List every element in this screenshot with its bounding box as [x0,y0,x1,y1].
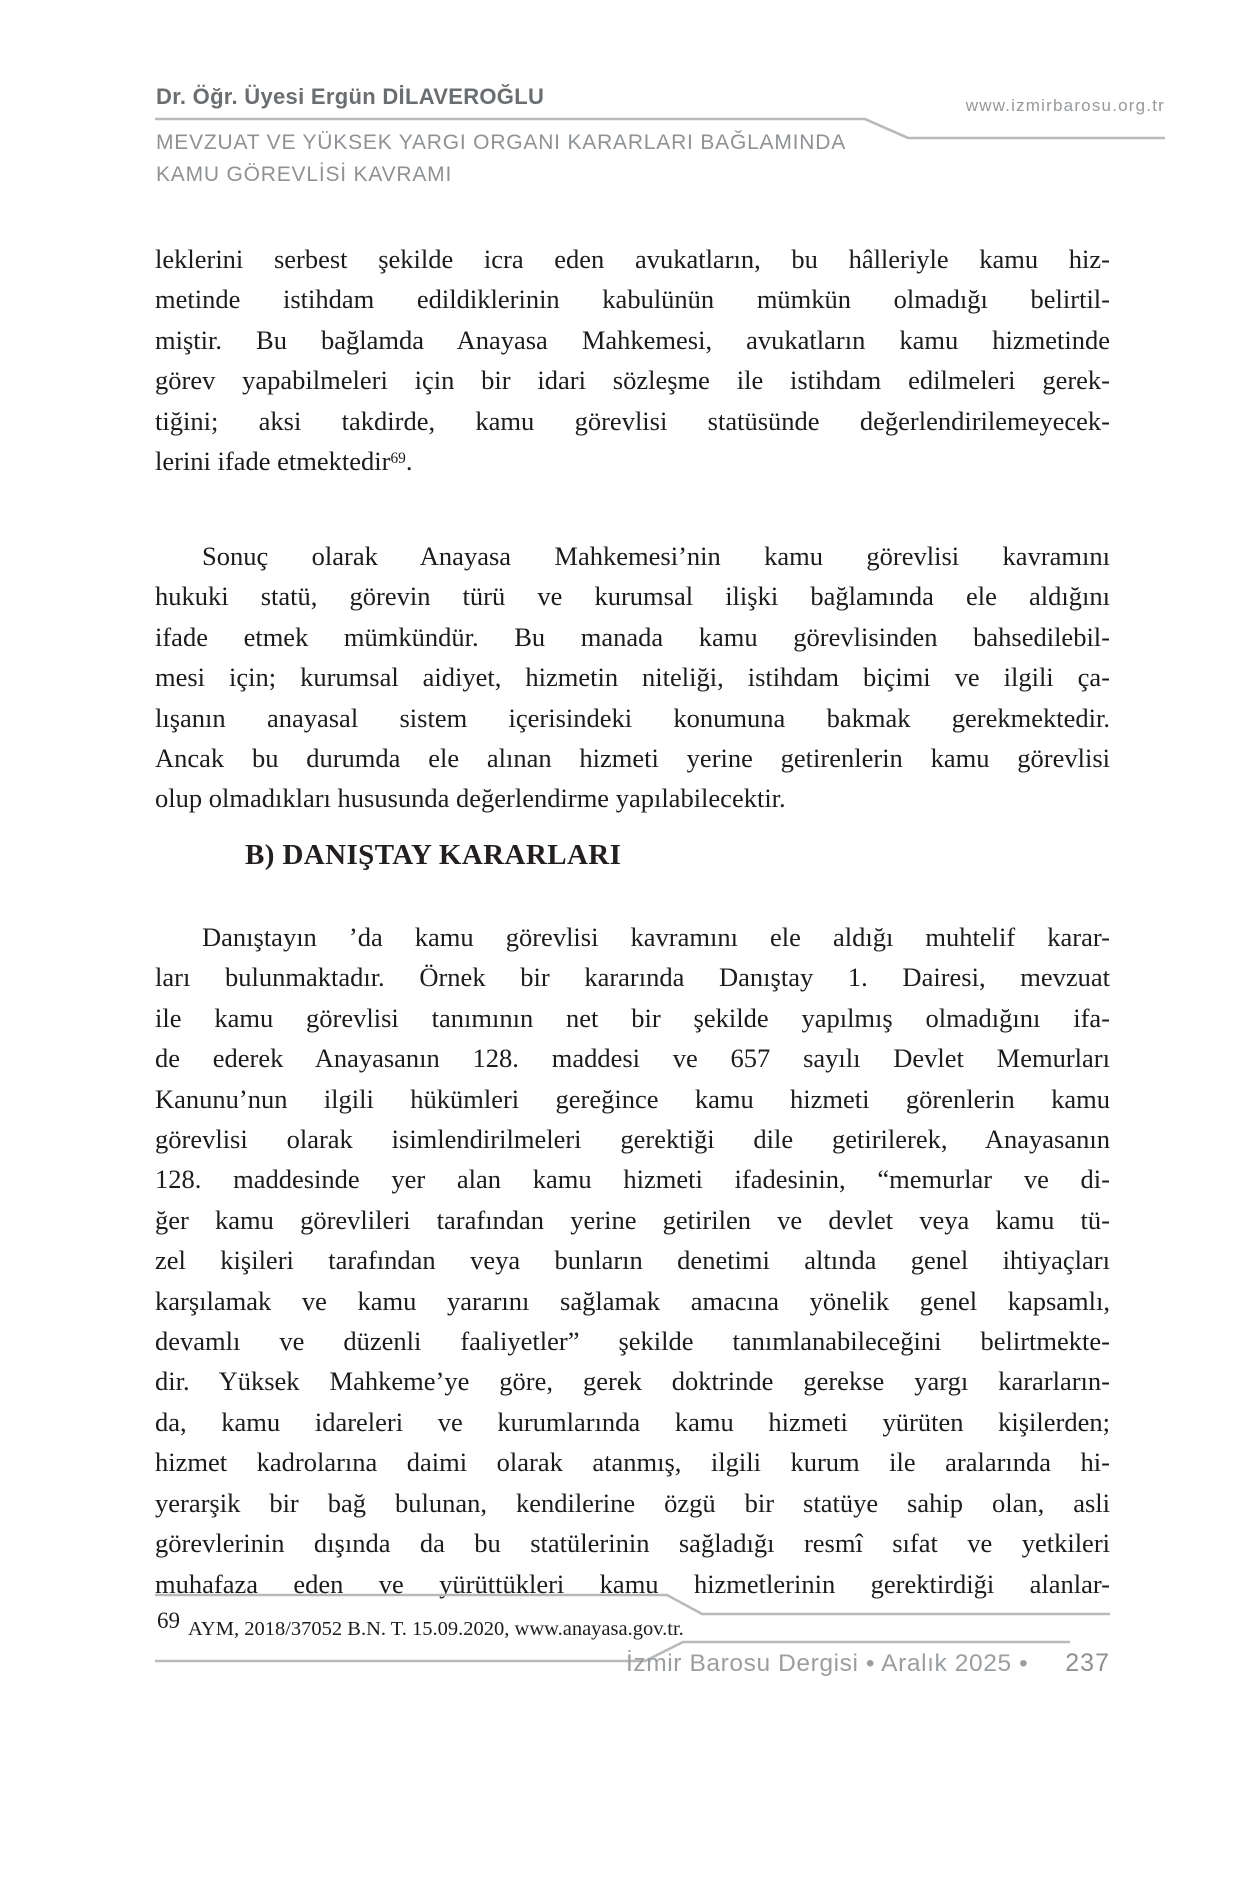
text-line: ifade etmek mümkündür. Bu manada kamu görevlisinden bahsedilebil- [155,621,1110,652]
text-line: Sonuç olarak Anayasa Mahkemesi’nin kamu görevlisi kavramını [202,541,1110,571]
text-line: hizmet kadrolarına daimi olarak atanmış, ilgili kurum ile aralarında hi- [155,1447,1110,1478]
journal-name: İzmir Barosu Dergisi • Aralık 2025 • [625,1650,1029,1677]
text-line: görevlerinin dışında da bu statülerinin sağladığı resmî sıfat ve yetkileri [155,1528,1110,1559]
article-title-line2: KAMU GÖREVLİSİ KAVRAMI [156,163,453,186]
page-footer [626,1649,1110,1678]
website-url: www.izmirbarosu.org.tr [965,96,1165,115]
text-line: Danıştayın ’da kamu görevlisi kavramını ele aldığı muhtelif karar- [202,922,1110,952]
text-line: ile kamu görevlisi tanımının net bir şekilde yapılmış olmadığını ifa- [155,1002,1110,1033]
paragraph-3 [155,917,1110,1604]
text-line: leklerini serbest şekilde icra eden avukatların, bu hâlleriyle kamu hiz- [155,244,1110,274]
page-number: 237 [1065,1649,1110,1677]
text-line: muhafaza eden ve yürüttükleri kamu hizmetlerinin gerektirdiği alanlar- [155,1568,1110,1599]
section-heading: B) DANIŞTAY KARARLARI [245,839,622,871]
text-line: miştir. Bu bağlamda Anayasa Mahkemesi, avukatların kamu hizmetinde [155,324,1110,355]
text-line: karşılamak ve kamu yararını sağlamak amacına yönelik genel kapsamlı, [155,1285,1110,1316]
text-line: Kanunu’nun ilgili hükümleri gereğince kamu hizmeti görenlerin kamu [155,1083,1110,1114]
text-line: lerini ifade etmektedir$^{69}$. [155,446,413,477]
text-line: devamlı ve düzenli faaliyetler” şekilde tanımlanabileceğini belirtmekte- [155,1326,1110,1357]
article-title-line1: MEVZUAT VE YÜKSEK YARGI ORGANI KARARLARI BAĞLAMINDA [156,131,847,154]
text-line: lışanın anayasal sistem içerisindeki konumuna bakmak gerekmektedir. [155,702,1110,733]
text-line: zel kişileri tarafından veya bunların denetimi altında genel ihtiyaçları [155,1245,1110,1276]
text-line: ları bulunmaktadır. Örnek bir kararında Danıştay 1. Dairesi, mevzuat [155,962,1110,993]
text-line: 128. maddesinde yer alan kamu hizmeti ifadesinin, “memurlar ve di- [155,1164,1110,1195]
text-line: tiğini; aksi takdirde, kamu görevlisi statüsünde değerlendirilemeyecek- [155,405,1110,436]
text-line: ğer kamu görevlileri tarafından yerine getirilen ve devlet veya kamu tü- [155,1204,1110,1235]
text-line: metinde istihdam edildiklerinin kabulünün mümkün olmadığı belirtil- [155,284,1110,315]
author-name: Dr. Öğr. Üyesi Ergün DİLAVEROĞLU [156,84,545,109]
text-line: Ancak bu durumda ele alınan hizmeti yerine getirenlerin kamu görevlisi [155,743,1110,774]
text-line: hukuki statü, görevin türü ve kurumsal ilişki bağlamında ele aldığını [155,581,1110,612]
paragraph-2 [155,536,1110,819]
paragraph-1 [155,239,1110,481]
footnote-text: AYM, 2018/37052 B.N. T. 15.09.2020, www.anayasa.gov.tr. [188,1618,684,1640]
text-line: görev yapabilmeleri için bir idari sözleşme ile istihdam edilmeleri gerek- [155,365,1110,396]
article-title [156,127,846,191]
text-line: görevlisi olarak isimlendirilmeleri gerektiği dile getirilerek, Anayasanın [155,1124,1110,1155]
text-line: de ederek Anayasanın 128. maddesi ve 657 sayılı Devlet Memurları [155,1043,1110,1074]
footnote-number: 69 [157,1608,180,1633]
text-line: yerarşik bir bağ bulunan, kendilerine özgü bir statüye sahip olan, asli [155,1487,1110,1518]
text-line: dir. Yüksek Mahkeme’ye göre, gerek doktrinde gerekse yargı kararların- [155,1366,1110,1397]
text-line: olup olmadıkları hususunda değerlendirme yapılabilecektir. [155,783,786,814]
text-line: da, kamu idareleri ve kurumlarında kamu hizmeti yürüten kişilerden; [155,1406,1110,1437]
text-line: mesi için; kurumsal aidiyet, hizmetin niteliği, istihdam biçimi ve ilgili ça- [155,662,1110,693]
